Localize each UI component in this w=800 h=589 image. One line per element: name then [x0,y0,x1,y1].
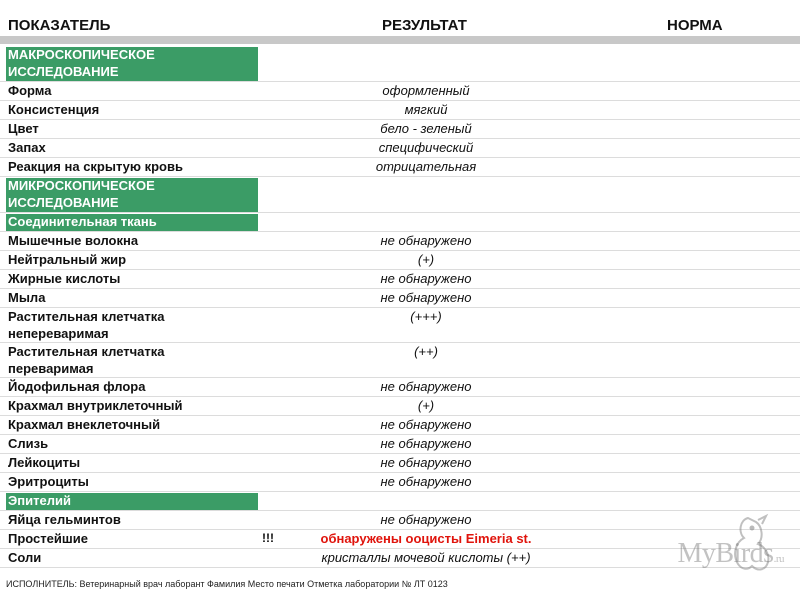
result-value: (++) [414,344,438,359]
result-value: кристаллы мочевой кислоты (++) [321,550,531,565]
result-value: обнаружены ооцисты Eimeria st. [320,531,532,546]
table-row [0,343,800,378]
table-row [0,82,800,101]
result-value: (+++) [410,309,442,324]
indicator-label: Цвет [8,121,39,136]
indicator-label: Запах [8,140,46,155]
table-row [0,251,800,270]
indicator-label: Консистенция [8,102,100,117]
table-row [0,435,800,454]
indicator-label: Растительная клетчатка переваримая [8,344,165,376]
table-row [0,416,800,435]
table-row [0,289,800,308]
header-norm: НОРМА [667,17,723,34]
indicator-label: Яйца гельминтов [8,512,121,527]
result-value: (+) [417,398,435,413]
table-row [0,511,800,530]
header-divider [0,36,800,44]
result-value: не обнаружено [380,474,472,489]
result-value: не обнаружено [380,436,472,451]
table-row [0,397,800,416]
result-value: не обнаружено [380,290,472,305]
table-row [0,120,800,139]
section-row [0,213,800,232]
result-value: специфический [378,140,474,155]
result-value: не обнаружено [380,233,472,248]
indicator-label: Простейшие [8,531,88,546]
indicator-label: Реакция на скрытую кровь [8,159,183,174]
header-indicator: ПОКАЗАТЕЛЬ [8,17,111,34]
table-row [0,454,800,473]
table-row [0,270,800,289]
table-row [0,473,800,492]
result-value: не обнаружено [380,512,472,527]
result-value: не обнаружено [380,379,472,394]
watermark-suffix: .ru [773,553,784,565]
table-row [0,232,800,251]
indicator-label: Йодофильная флора [8,379,146,394]
indicator-label: Жирные кислоты [8,271,121,286]
watermark [678,538,785,570]
indicator-label: Мыла [8,290,46,305]
watermark-text: MyBirds [677,538,774,569]
result-value: мягкий [404,102,448,117]
section-title: МАКРОСКОПИЧЕСКОЕ ИССЛЕДОВАНИЕ [6,47,258,81]
table-row [0,139,800,158]
section-row [0,492,800,511]
section-row [0,46,800,82]
header-result: РЕЗУЛЬТАТ [382,17,467,34]
section-row [0,177,800,213]
results-table [0,46,800,568]
section-title: Эпителий [6,493,258,510]
indicator-label: Крахмал внутриклеточный [8,398,183,413]
alert-flag: !!! [262,531,274,545]
result-value: оформленный [382,83,470,98]
indicator-label: Нейтральный жир [8,252,127,267]
indicator-label: Форма [8,83,52,98]
result-value: не обнаружено [380,417,472,432]
table-row [0,308,800,343]
result-value: бело - зеленый [380,121,472,136]
result-value: отрицательная [375,159,477,174]
indicator-label: Соли [8,550,42,565]
table-row [0,378,800,397]
indicator-label: Слизь [8,436,49,451]
result-value: (+) [417,252,435,267]
section-title: Соединительная ткань [6,214,258,231]
footer-fragment: ИСПОЛНИТЕЛЬ: Ветеринарный врач лаборант Фамилия Место печати Отметка лаборатории № ЛТ 0123 [6,579,448,589]
section-title: МИКРОСКОПИЧЕСКОЕ ИССЛЕДОВАНИЕ [6,178,258,212]
indicator-label: Мышечные волокна [8,233,139,248]
table-row [0,158,800,177]
indicator-label: Лейкоциты [8,455,81,470]
result-value: не обнаружено [380,271,472,286]
indicator-label: Крахмал внеклеточный [8,417,161,432]
table-row [0,101,800,120]
indicator-label: Эритроциты [8,474,89,489]
result-value: не обнаружено [380,455,472,470]
indicator-label: Растительная клетчатка непереваримая [8,309,165,341]
